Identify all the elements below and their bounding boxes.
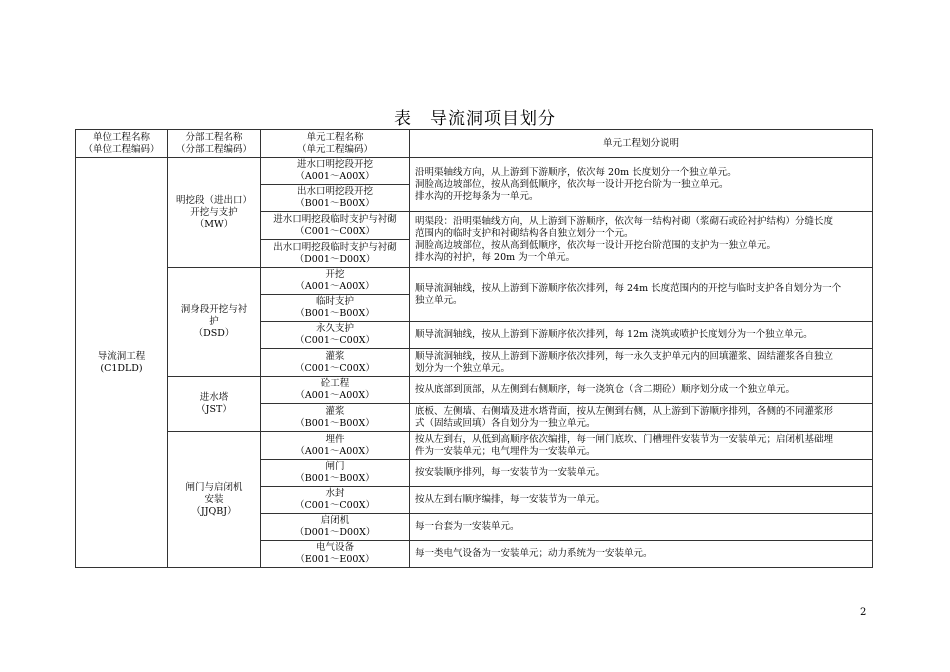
table-row <box>76 158 873 185</box>
description-cell: 每一类电气设备为一安装单元；动力系统为一安装单元。 <box>410 541 873 568</box>
division-jjqbj-cell: 闸门与启闭机 安装 （JJQBJ） <box>168 432 261 568</box>
description-cell: 顺导流洞轴线，按从上游到下游顺序依次排列，每 12m 浇筑或喷护长度划分为一个独立单元。 <box>410 322 873 349</box>
description-cell: 每一台套为一安装单元。 <box>410 514 873 541</box>
table-row <box>76 377 873 404</box>
element-cell: 进水口明挖段临时支护与衬砌 （C001～C00X） <box>261 212 410 240</box>
element-cell: 开挖 （A001～A00X） <box>261 268 410 295</box>
element-cell: 启闭机 （D001～D00X） <box>261 514 410 541</box>
header-element-project: 单元工程名称 （单元工程编码） <box>261 130 410 158</box>
element-cell: 水封 （C001～C00X） <box>261 487 410 514</box>
description-cell: 底板、左侧墙、右侧墙及进水塔背面，按从左侧到右侧，从上游到下游顺序排列，各侧的不同灌浆形 式（固结或回填）各自划分为一独立单元。 <box>410 404 873 432</box>
element-cell: 砼工程 （A001～A00X） <box>261 377 410 404</box>
description-cell: 顺导流洞轴线，按从上游到下游顺序依次排列，每一永久支护单元内的回填灌浆、固结灌浆各自独立 划分为一个独立单元。 <box>410 349 873 377</box>
element-cell: 埋件 （A001～A00X） <box>261 432 410 460</box>
element-cell: 灌浆 （C001～C00X） <box>261 349 410 377</box>
description-cell: 按从底部到顶部，从左侧到右侧顺序，每一浇筑仓（含二期砼）顺序划分成一个独立单元。 <box>410 377 873 404</box>
element-cell: 灌浆 （B001～B00X） <box>261 404 410 432</box>
description-cell: 明渠段：沿明渠轴线方向，从上游到下游顺序，依次每一结构衬砌（浆砌石或砼衬护结构）分缝长度 范围内的临时支护和衬砌结构各自独立划分一个元。 洞脸高边坡部位，按从高到低顺序，依次每一设计开挖台阶范围的支护为一独立单元。 排水沟的衬护，每 20m 为一个单元。 <box>410 212 873 268</box>
element-cell: 闸门 （B001～B00X） <box>261 460 410 487</box>
description-cell: 按从左到右顺序编排，每一安装节为一单元。 <box>410 487 873 514</box>
division-mw-cell: 明挖段（进出口） 开挖与支护 （MW） <box>168 158 261 268</box>
project-division-table <box>75 129 873 568</box>
header-division-description: 单元工程划分说明 <box>410 130 873 158</box>
element-cell: 出水口明挖段开挖 （B001～B00X） <box>261 185 410 212</box>
element-cell: 进水口明挖段开挖 （A001～A00X） <box>261 158 410 185</box>
table-row <box>76 268 873 295</box>
description-cell: 按安装顺序排列，每一安装节为一安装单元。 <box>410 460 873 487</box>
element-cell: 临时支护 （B001～B00X） <box>261 295 410 322</box>
table-title: 表 导流洞项目划分 <box>394 109 556 129</box>
element-cell: 电气设备 （E001～E00X） <box>261 541 410 568</box>
header-division-project: 分部工程名称 （分部工程编码） <box>168 130 261 158</box>
division-jst-cell: 进水塔 （JST） <box>168 377 261 432</box>
unit-project-cell: 导流洞工程 (C1DLD) <box>76 158 168 568</box>
element-cell: 出水口明挖段临时支护与衬砌 （D001～D00X） <box>261 240 410 268</box>
description-cell: 顺导流洞轴线，按从上游到下游顺序依次排列，每 24m 长度范围内的开挖与临时支护各自划分为一个 独立单元。 <box>410 268 873 322</box>
table-row <box>76 432 873 460</box>
element-cell: 永久支护 （C001～C00X） <box>261 322 410 349</box>
page-number: 2 <box>860 607 867 618</box>
table-header-row <box>76 130 873 158</box>
division-dsd-cell: 洞身段开挖与衬 护 （DSD） <box>168 268 261 377</box>
description-cell: 按从左到右，从低到高顺序依次编排，每一闸门底坎、门槽埋件安装节为一安装单元；启闭机基础埋 件为一安装单元；电气埋件为一安装单元。 <box>410 432 873 460</box>
description-cell: 沿明渠轴线方向，从上游到下游顺序，依次每 20m 长度划分一个独立单元。 洞脸高边坡部位，按从高到低顺序，依次每一设计开挖台阶为一独立单元。 排水沟的开挖每条为一单元。 <box>410 158 873 212</box>
header-unit-project: 单位工程名称 （单位工程编码） <box>76 130 168 158</box>
